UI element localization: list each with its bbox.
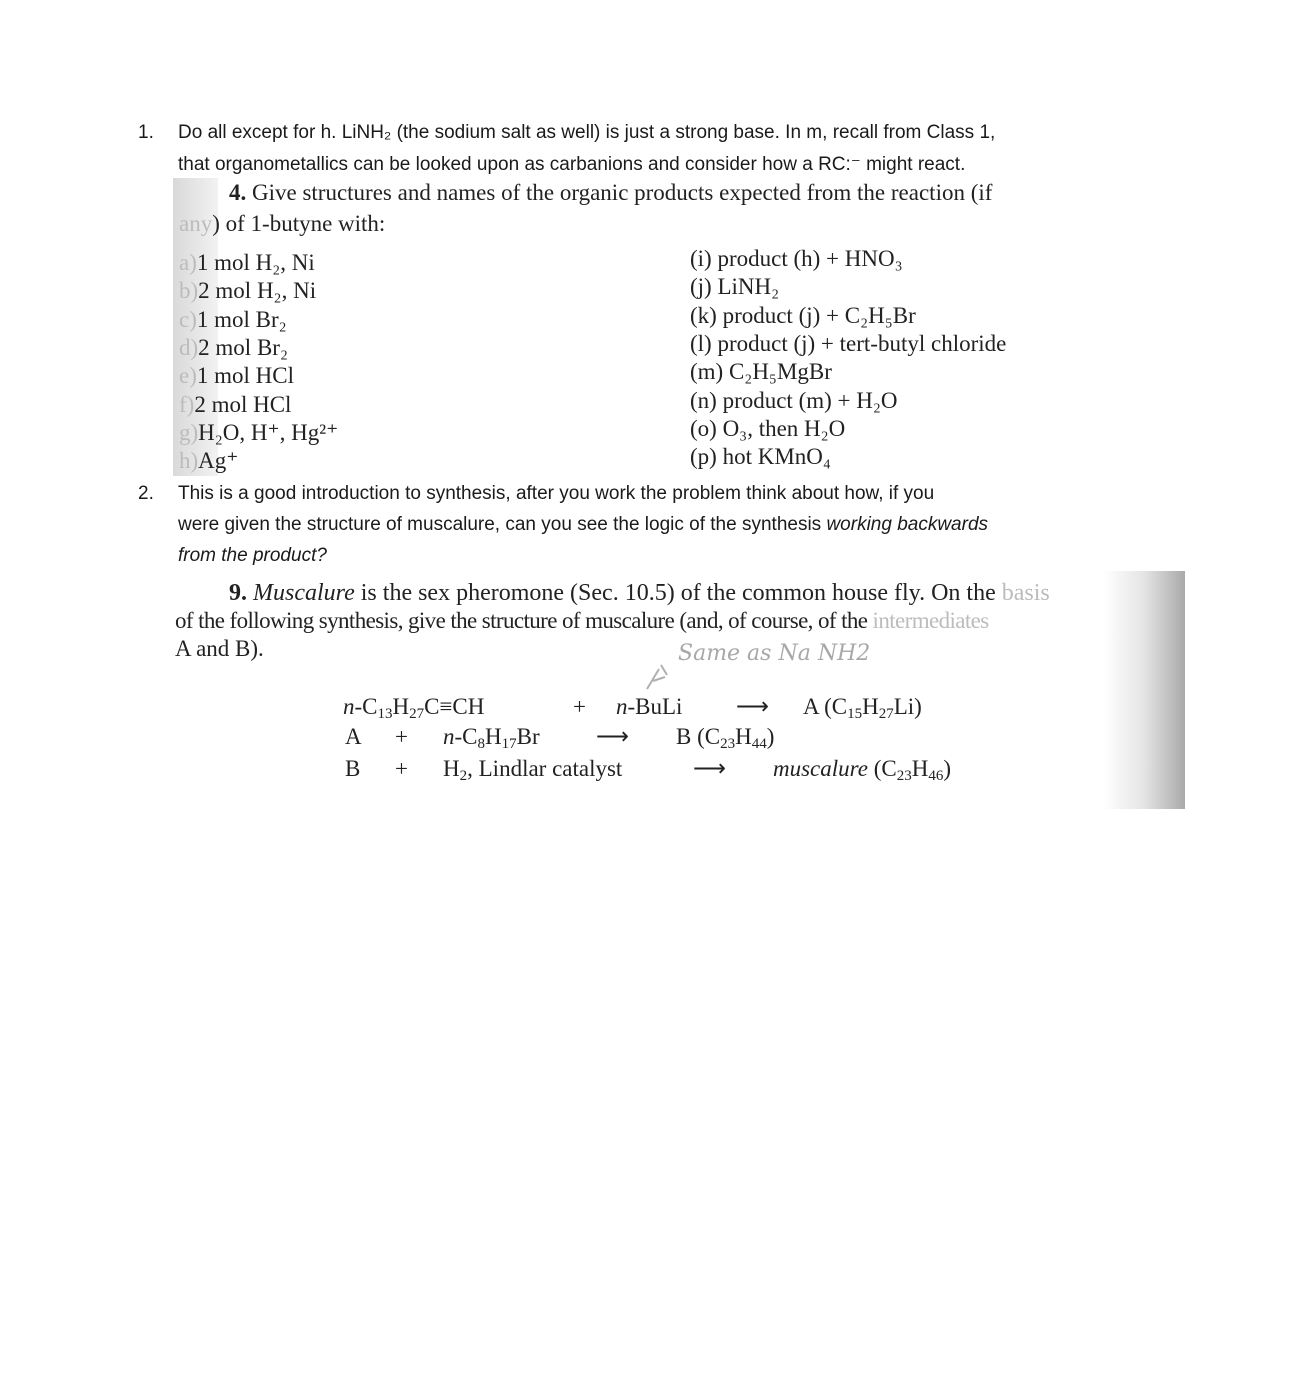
left-reagent-text: 1 mol H₂, Ni — [196, 250, 315, 275]
left-reagent-item — [179, 392, 291, 418]
problem-4-number: 4. — [229, 180, 247, 205]
instruction-2-line3: from the product? — [178, 545, 327, 566]
reaction-2-product: B $(C_{23}H_{44})$ — [676, 724, 775, 752]
left-reagent-label: h) — [179, 448, 199, 474]
left-reagent-text: Ag⁺ — [198, 448, 239, 474]
left-reagent-item — [179, 363, 294, 389]
handwritten-note: Same as Na NH2 — [678, 641, 871, 666]
left-reagent-item — [179, 307, 287, 333]
reaction-1-reactant: $n-C_{13}H_{27}C\equiv CH$ — [343, 694, 485, 722]
problem-4-intro-text2: ) of 1-butyne with: — [212, 211, 386, 236]
reaction-2-arrow: ⟶ — [596, 724, 629, 749]
left-reagent-text: 2 mol H₂, Ni — [198, 278, 317, 304]
instruction-1-line2: that organometallics can be looked upon as carbanions and consider how a RC:⁻ might react. — [178, 154, 966, 175]
right-reagent-item: (o) O₃, then H₂O — [690, 415, 846, 441]
problem-9-scan — [173, 571, 1185, 809]
reaction-1-reagent: n-BuLi — [616, 694, 683, 719]
reaction-2-reactant: A — [345, 724, 362, 749]
instruction-2-line2-italic: working backwards — [826, 514, 989, 535]
instruction-2-line2 — [178, 509, 988, 540]
handwritten-arrow-mark — [643, 661, 683, 691]
reaction-2-plus: + — [395, 724, 408, 749]
left-reagent-text: H₂O, H⁺, Hg²⁺ — [198, 419, 339, 445]
instruction-2-number: 2. — [138, 483, 154, 504]
left-reagent-label: f) — [179, 391, 195, 417]
left-reagent-label: a) — [179, 250, 197, 275]
problem-9-line2-text: of the following synthesis, give the structure of muscalure (and, of course, of the — [175, 608, 873, 633]
right-reagent-item: (j) LiNH₂ — [690, 274, 780, 300]
left-reagent-item — [179, 420, 338, 446]
left-reagent-text: 2 mol Br₂ — [198, 334, 288, 360]
right-reagent-item: (p) hot KMnO₄ — [690, 444, 831, 470]
problem-9-line2 — [175, 608, 989, 634]
reaction-2-reagent: $n-C_8H_{17}Br$ — [443, 724, 540, 752]
left-reagent-item — [179, 448, 238, 474]
problem-9-line2-cut: intermediates — [872, 608, 989, 633]
reaction-1-plus: + — [573, 694, 586, 719]
reaction-3-product: muscalure $(C_{23}H_{46})$ — [773, 756, 952, 784]
reaction-3-plus: + — [395, 756, 408, 781]
left-reagent-label: g) — [179, 419, 199, 445]
instruction-1-number: 1. — [138, 122, 154, 143]
problem-4-intro-line1 — [229, 180, 992, 206]
problem-9-number: 9. — [229, 580, 247, 606]
right-reagent-item: (l) product (j) + tert-butyl chloride — [690, 330, 1007, 356]
left-reagent-item — [179, 278, 316, 304]
right-reagent-item: (n) product (m) + H₂O — [690, 387, 898, 413]
reaction-3-reagent: $H_2$, Lindlar catalyst — [443, 756, 623, 784]
left-reagent-text: 1 mol HCl — [196, 363, 294, 389]
left-reagent-label: b) — [179, 278, 199, 304]
left-reagent-label: d) — [179, 334, 199, 360]
left-reagent-text: 1 mol Br₂ — [196, 306, 287, 332]
right-reagent-item: (i) product (h) + HNO₃ — [690, 246, 903, 271]
problem-4-scan — [173, 178, 1173, 476]
right-reagent-item: (m) C₂H₅MgBr — [690, 359, 832, 385]
problem-9-line1-text: is the sex pheromone (Sec. 10.5) of the common house fly. On the — [354, 580, 1002, 606]
problem-4-intro-text: Give structures and names of the organic products expected from the reaction (if — [252, 180, 993, 205]
reaction-1-arrow: ⟶ — [736, 694, 769, 719]
left-reagent-item — [179, 250, 315, 276]
problem-9-line3: A and B). — [175, 636, 264, 661]
problem-9-title: Muscalure — [253, 580, 355, 606]
problem-4-intro-line2 — [179, 211, 385, 237]
instruction-2-line1: This is a good introduction to synthesis, after you work the problem think about how, if you — [178, 483, 935, 504]
reaction-3-reactant: B — [345, 756, 361, 781]
right-reagent-item: (k) product (j) + C₂H₅Br — [690, 302, 916, 328]
instruction-1-line1: Do all except for h. LiNH₂ (the sodium salt as well) is just a strong base. In m, recall from Class 1, — [178, 122, 996, 143]
instruction-2-line2-plain: were given the structure of muscalure, can you see the logic of the synthesis — [178, 514, 827, 535]
problem-4-intro-prefix: any — [179, 211, 213, 236]
left-reagent-label: c) — [179, 306, 197, 332]
left-reagent-label: e) — [179, 363, 197, 389]
reaction-1-product: A $(C_{15}H_{27}Li)$ — [803, 694, 922, 722]
left-reagent-text: 2 mol HCl — [194, 391, 292, 417]
problem-9-line1-cut: basis — [1001, 580, 1050, 606]
problem-9-line1 — [229, 580, 1050, 607]
reaction-3-arrow: ⟶ — [693, 756, 726, 781]
left-reagent-item — [179, 335, 288, 361]
